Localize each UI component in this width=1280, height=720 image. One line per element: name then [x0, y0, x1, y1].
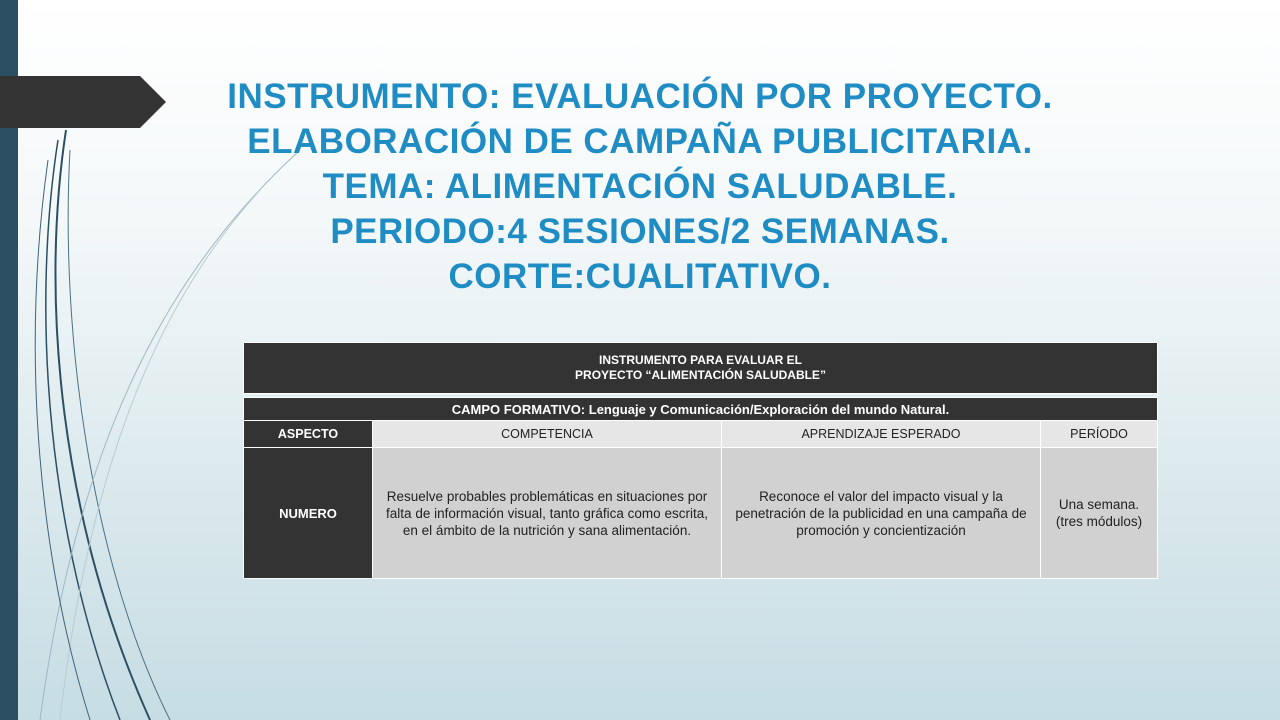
table-header-line-1: INSTRUMENTO PARA EVALUAR EL — [599, 353, 802, 367]
cell-periodo-text: Una semana. (tres módulos) — [1055, 497, 1143, 529]
column-header-aprendizaje: APRENDIZAJE ESPERADO — [722, 421, 1041, 448]
cell-competencia-text: Resuelve probables problemáticas en situaciones por falta de información visual, tanto gráfica como escrita, en el ámbito de la nutrición y sana alimentación. — [386, 488, 708, 538]
column-header-aspecto: ASPECTO — [244, 421, 373, 448]
table-row — [244, 448, 1158, 579]
campo-formativo-header: CAMPO FORMATIVO: Lenguaje y Comunicación/Exploración del mundo Natural. — [244, 398, 1158, 421]
cell-aspecto: NUMERO — [244, 448, 373, 579]
evaluation-table — [243, 342, 1158, 579]
cell-competencia — [373, 448, 722, 579]
title-line-1: INSTRUMENTO: EVALUACIÓN POR PROYECTO. — [227, 77, 1053, 116]
title-line-3: TEMA: ALIMENTACIÓN SALUDABLE. — [322, 167, 958, 206]
column-header-competencia: COMPETENCIA — [373, 421, 722, 448]
arrow-tab-shape — [0, 76, 166, 128]
cell-aprendizaje — [722, 448, 1041, 579]
cell-periodo — [1041, 448, 1158, 579]
title-line-2: ELABORACIÓN DE CAMPAÑA PUBLICITARIA. — [247, 122, 1033, 161]
table-header-line-2: PROYECTO “ALIMENTACIÓN SALUDABLE” — [575, 368, 826, 382]
column-header-periodo: PERÍODO — [1041, 421, 1158, 448]
title-line-4: PERIODO:4 SESIONES/2 SEMANAS. — [330, 212, 950, 251]
table-header — [244, 343, 1158, 394]
cell-aprendizaje-text: Reconoce el valor del impacto visual y la penetración de la publicidad en una campaña de promoción y concientización — [735, 488, 1027, 538]
title-line-5: CORTE:CUALITATIVO. — [448, 257, 832, 296]
slide-title — [220, 74, 1060, 299]
